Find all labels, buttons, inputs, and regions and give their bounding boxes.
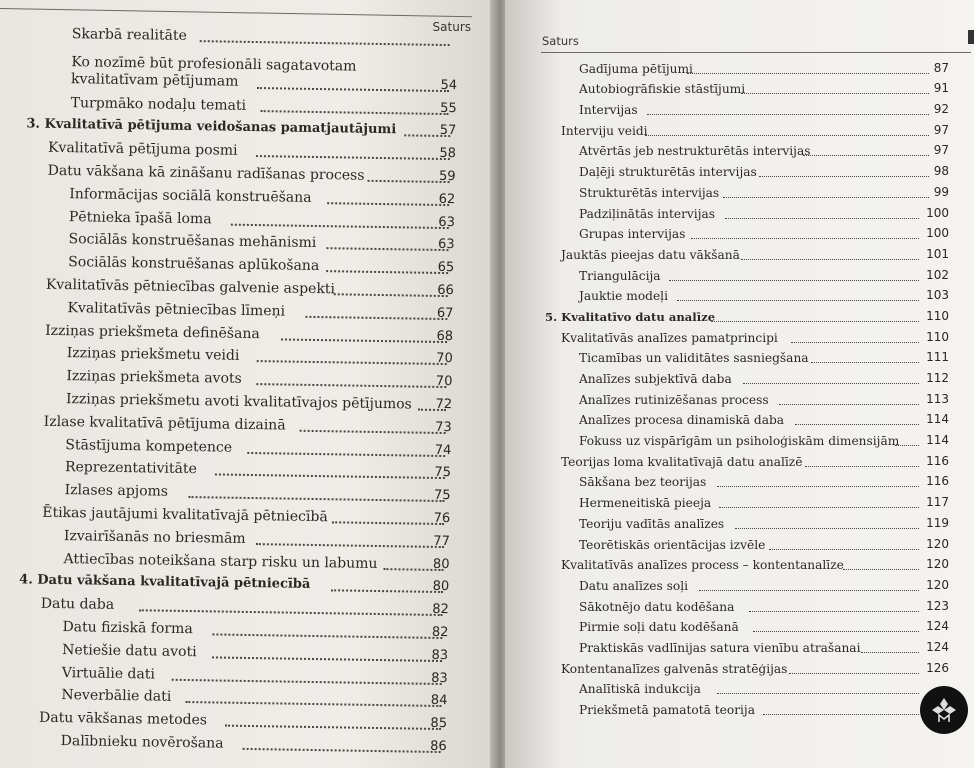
toc-entry-title: Analīzes rutinizēšanas process xyxy=(579,392,769,407)
toc-page-number: 123 xyxy=(926,598,949,613)
toc-entry-title: Sociālās konstruēšanas mehānismi xyxy=(68,231,317,252)
toc-entry-title: Izziņas priekšmeta definēšana xyxy=(45,322,260,342)
toc-page-number: 117 xyxy=(926,495,949,510)
toc-entry-title: Jauktās pieejas datu vākšanā xyxy=(561,247,740,262)
leader-dots xyxy=(327,202,449,206)
toc-entry-title: Fokuss uz vispārīgām un psiholoģiskām dimensijām xyxy=(579,434,900,449)
leader-dots xyxy=(687,73,929,74)
toc-page-number: 112 xyxy=(926,371,949,385)
toc-entry-title: Daļēji strukturētās intervijas xyxy=(579,165,757,180)
leader-dots xyxy=(326,248,448,252)
toc-entry-title: 5. Kvalitatīvo datu analīze xyxy=(545,309,716,324)
toc-page-number: 76 xyxy=(433,510,451,527)
toc-entry-title: Datu analīzes soļi xyxy=(579,578,688,593)
leader-dots xyxy=(368,180,450,183)
leader-dots xyxy=(769,549,919,550)
toc-page-number: 65 xyxy=(437,260,455,276)
leader-dots xyxy=(261,110,449,115)
toc-entry-title: Izziņas priekšmetu avoti kvalitatīvajos pētījumos xyxy=(65,391,412,413)
toc-page-number: 101 xyxy=(926,246,949,261)
toc-page-number: 114 xyxy=(926,433,949,448)
toc-page-number: 97 xyxy=(933,122,949,137)
toc-page-number: 124 xyxy=(926,619,949,634)
toc-entry xyxy=(505,141,955,162)
page-edge-mark xyxy=(968,30,974,44)
toc-entry-title: Kvalitatīvā pētījuma posmi xyxy=(47,139,238,159)
toc-entry xyxy=(505,451,955,472)
toc-entry xyxy=(505,368,955,389)
toc-entry-title: Stāstījuma kompetence xyxy=(65,436,233,456)
ornament-logo-icon xyxy=(920,686,968,734)
toc-page-number: 58 xyxy=(439,146,457,162)
toc-entry xyxy=(505,120,955,141)
toc-entry xyxy=(505,430,955,451)
toc-entry xyxy=(505,182,955,203)
toc-entry xyxy=(505,203,955,224)
toc-entry-title: Informācijas sociālā konstruēšana xyxy=(69,185,312,206)
leader-dots xyxy=(743,383,919,384)
toc-entry-title: Strukturētās intervijas xyxy=(579,185,720,200)
toc-entry xyxy=(505,472,955,493)
toc-page-number: 91 xyxy=(933,81,949,96)
toc-entry-title: Analītiskā indukcija xyxy=(579,682,701,697)
leader-dots xyxy=(735,528,919,529)
leader-dots xyxy=(791,342,919,343)
toc-page-number: 55 xyxy=(440,100,457,116)
toc-entry-title: Analīzes subjektīvā daba xyxy=(579,372,732,386)
toc-entry-title: Kvalitatīvās analīzes process – kontentanalīze xyxy=(561,558,844,573)
toc-entry-title: Kvalitatīvās pētniecības galvenie aspekti xyxy=(45,276,336,298)
toc-page-number: 66 xyxy=(437,282,454,299)
toc-page-number: 54 xyxy=(440,77,458,93)
toc-entry-title: Ko nozīmē būt profesionāli sagatavotam kvalitatīvam pētījumam xyxy=(70,53,357,90)
toc-entry-title: Virtuālie dati xyxy=(61,664,156,683)
leader-dots xyxy=(795,424,919,425)
toc-page-number: 83 xyxy=(431,647,449,663)
toc-page-number: 110 xyxy=(926,329,949,344)
ornament-logo-icon xyxy=(929,695,959,725)
toc-entry-title: 4. Datu vākšana kvalitatīvajā pētniecībā xyxy=(19,572,311,593)
toc-entry-title: Netiešie datu avoti xyxy=(62,641,197,660)
toc-entry-title: Reprezentativitāte xyxy=(64,459,197,478)
table-of-contents xyxy=(505,58,955,720)
leader-dots xyxy=(843,569,919,570)
leader-dots xyxy=(803,155,929,156)
toc-page-number: 59 xyxy=(438,168,456,185)
toc-entry-title: Izvairīšanās no briesmām xyxy=(63,527,246,547)
toc-entry-title: Datu vākšana kā zināšanu radīšanas process xyxy=(47,162,365,184)
leader-dots xyxy=(723,197,929,198)
toc-entry-title: Padziļinātās intervijas xyxy=(579,206,716,221)
toc-entry-title: Grupas intervijas xyxy=(579,227,686,242)
leader-dots xyxy=(225,725,441,730)
toc-page-number: 120 xyxy=(926,557,949,572)
leader-dots xyxy=(185,701,441,707)
toc-page-number: 100 xyxy=(926,226,949,241)
toc-page-number: 87 xyxy=(933,60,949,75)
toc-entry-title: Praktiskās vadlīnijas satura vienību atrašanai xyxy=(579,640,861,655)
toc-page-number: 111 xyxy=(926,350,949,365)
leader-dots xyxy=(717,693,919,694)
toc-page-number: 97 xyxy=(933,143,949,158)
toc-entry xyxy=(505,224,955,245)
toc-entry-title: Teoriju vadītās analīzes xyxy=(579,516,725,531)
toc-page-number: 67 xyxy=(436,305,454,321)
leader-dots xyxy=(763,714,919,715)
leader-dots xyxy=(243,748,441,753)
toc-page-number: 80 xyxy=(432,579,450,595)
toc-page-number: 77 xyxy=(433,533,451,549)
toc-entry xyxy=(505,596,955,617)
toc-page-number: 114 xyxy=(926,412,949,427)
leader-dots xyxy=(257,360,447,365)
toc-entry xyxy=(505,327,955,348)
toc-entry-title: Dalībnieku novērošana xyxy=(60,732,224,752)
toc-page-number: 116 xyxy=(926,474,949,489)
leader-dots xyxy=(711,321,919,322)
toc-entry-title: Izlase kvalitatīvā pētījuma dizainā xyxy=(43,413,286,434)
leader-dots xyxy=(753,631,919,632)
toc-entry xyxy=(505,58,955,79)
leader-dots xyxy=(749,611,919,612)
toc-entry xyxy=(505,161,955,182)
leader-dots xyxy=(699,590,919,591)
toc-page-number: 84 xyxy=(430,693,448,709)
toc-entry-title: Datu daba xyxy=(40,595,115,613)
toc-page-number: 85 xyxy=(430,715,448,732)
toc-entry xyxy=(505,389,955,410)
toc-entry-title: Izziņas priekšmetu veidi xyxy=(66,345,240,365)
toc-entry-title: Pētnieka īpašā loma xyxy=(68,208,212,227)
leader-dots xyxy=(647,114,929,115)
toc-entry-title: Turpmāko nodaļu temati xyxy=(70,94,247,114)
toc-page-number: 75 xyxy=(434,465,452,481)
leader-dots xyxy=(805,466,919,467)
leader-dots xyxy=(334,293,448,297)
toc-entry-title: 3. Kvalitatīvā pētījuma veidošanas pamatjautājumi xyxy=(26,116,397,138)
leader-dots xyxy=(741,259,919,260)
toc-entry-title: Hermeneitiskā pieeja xyxy=(579,496,712,511)
toc-page-number: 124 xyxy=(926,639,949,654)
header-rule xyxy=(541,52,971,53)
toc-page-number: 82 xyxy=(432,601,449,618)
toc-page-number: 120 xyxy=(926,536,949,551)
leader-dots xyxy=(212,633,442,639)
toc-page-number: 73 xyxy=(435,419,452,435)
toc-entry-title: Analīzes procesa dinamiskā daba xyxy=(579,413,785,428)
toc-page-number: 83 xyxy=(431,670,448,686)
toc-entry-title: Priekšmetā pamatotā teorija xyxy=(579,703,755,717)
toc-entry-title: Sākšana bez teorijas xyxy=(579,475,707,490)
toc-page-number: 103 xyxy=(926,288,949,303)
toc-entry-title: Ticamības un validitātes sasniegšana xyxy=(579,351,809,366)
toc-entry-title: Jauktie modeļi xyxy=(579,289,668,304)
toc-entry-title: Triangulācija xyxy=(579,268,661,283)
toc-page-number: 63 xyxy=(437,237,455,253)
toc-page-number: 126 xyxy=(926,660,949,675)
toc-entry-title: Datu fiziskā forma xyxy=(62,618,193,638)
leader-dots xyxy=(212,656,442,662)
toc-entry-title: Izlases apjoms xyxy=(64,482,169,500)
leader-dots xyxy=(256,543,444,548)
toc-entry xyxy=(505,617,955,638)
toc-page-number: 57 xyxy=(439,123,457,139)
leader-dots xyxy=(719,507,919,508)
leader-dots xyxy=(200,40,450,46)
header-rule xyxy=(0,8,472,17)
toc-entry xyxy=(505,306,955,327)
toc-page-number: 120 xyxy=(926,577,949,592)
toc-entry-title: Skarbā realitāte xyxy=(71,25,187,44)
toc-entry-title: Intervijas xyxy=(579,103,638,118)
toc-entry xyxy=(505,348,955,369)
toc-entry-title: Interviju veidi xyxy=(561,123,648,138)
toc-entry xyxy=(505,79,955,100)
leader-dots xyxy=(281,338,447,343)
toc-entry xyxy=(505,492,955,513)
leader-dots xyxy=(759,176,929,177)
toc-entry-title: Izziņas priekšmeta avots xyxy=(66,368,242,387)
toc-page-number: 92 xyxy=(933,102,949,117)
toc-page-number: 80 xyxy=(432,556,450,572)
toc-page-number: 110 xyxy=(926,308,949,323)
toc-entry xyxy=(505,555,955,576)
leader-dots xyxy=(331,590,443,594)
toc-entry xyxy=(505,265,955,286)
leader-dots xyxy=(215,474,445,480)
toc-entry-title: Pirmie soļi datu kodēšanā xyxy=(579,620,739,635)
leader-dots xyxy=(779,404,919,405)
toc-page-number: 100 xyxy=(926,205,949,220)
leader-dots xyxy=(231,223,449,228)
toc-page-number: 86 xyxy=(430,738,447,755)
table-of-contents xyxy=(0,22,478,759)
running-header: Saturs xyxy=(542,34,579,48)
leader-dots xyxy=(895,445,919,446)
running-header: Saturs xyxy=(432,20,471,34)
toc-page-number: 102 xyxy=(926,267,949,282)
toc-entry-title: Datu vākšanas metodes xyxy=(38,709,208,729)
toc-page-number: 113 xyxy=(926,391,949,406)
toc-entry-title: Autobiogrāfiskie stāstījumi xyxy=(579,82,746,97)
toc-page-number: 98 xyxy=(933,164,949,179)
toc-entry xyxy=(505,513,955,534)
toc-entry-title: Atvērtās jeb nestrukturētās intervijas xyxy=(579,144,811,159)
leader-dots xyxy=(811,362,919,363)
toc-entry xyxy=(505,99,955,120)
leader-dots xyxy=(677,300,919,301)
toc-entry xyxy=(0,45,478,99)
toc-entry xyxy=(505,534,955,555)
toc-entry xyxy=(505,244,955,265)
toc-entry xyxy=(505,699,955,720)
toc-page-number: 119 xyxy=(926,515,949,530)
toc-entry xyxy=(505,410,955,431)
toc-entry-title: Attiecības noteikšana starp risku un labumu xyxy=(63,550,378,572)
toc-page-number: 72 xyxy=(435,396,453,413)
toc-entry-title: Teorētiskās orientācijas izvēle xyxy=(579,537,766,552)
toc-entry xyxy=(505,658,955,679)
leader-dots xyxy=(300,430,446,434)
leader-dots xyxy=(669,280,919,281)
leader-dots xyxy=(741,93,929,94)
toc-page-number: 75 xyxy=(433,488,451,504)
toc-entry-title: Kvalitatīvās pētniecības līmeņi xyxy=(67,299,286,320)
toc-page-number: 63 xyxy=(438,214,456,230)
leader-dots xyxy=(256,155,450,160)
leader-dots xyxy=(189,496,445,502)
leader-dots xyxy=(256,383,446,388)
leader-dots xyxy=(645,135,929,136)
leader-dots xyxy=(861,652,919,653)
toc-entry xyxy=(505,637,955,658)
toc-entry-title: Neverbālie dati xyxy=(61,687,172,706)
leader-dots xyxy=(725,218,919,219)
leader-dots xyxy=(691,238,919,239)
toc-entry xyxy=(505,286,955,307)
toc-entry xyxy=(505,679,955,700)
toc-entry-title: Ētikas jautājumi kvalitatīvajā pētniecībā xyxy=(42,504,328,526)
toc-page-number: 82 xyxy=(431,624,449,641)
toc-entry-title: Sociālās konstruēšanas aplūkošana xyxy=(68,254,320,275)
toc-entry-title: Kontentanalīzes galvenās stratēģijas xyxy=(561,661,788,676)
toc-page-number: 116 xyxy=(926,453,949,468)
toc-page-number: 74 xyxy=(434,442,452,458)
leader-dots xyxy=(789,673,919,674)
toc-page-number: 62 xyxy=(438,191,456,207)
toc-page-number: 70 xyxy=(435,374,453,390)
right-page xyxy=(505,0,974,768)
toc-page-number: 70 xyxy=(436,351,453,367)
leader-dots xyxy=(139,609,443,616)
toc-entry xyxy=(505,575,955,596)
toc-entry-title: Teorijas loma kvalitatīvajā datu analīzē xyxy=(561,454,803,469)
toc-page-number: 68 xyxy=(436,328,454,344)
toc-entry-title: Kvalitatīvās analīzes pamatprincipi xyxy=(561,330,778,345)
leader-dots xyxy=(247,451,445,456)
leader-dots xyxy=(326,270,448,274)
leader-dots xyxy=(172,678,442,684)
leader-dots xyxy=(305,316,447,320)
toc-entry-title: Sākotnējo datu kodēšana xyxy=(579,599,735,614)
leader-dots xyxy=(717,486,919,487)
leader-dots xyxy=(332,521,444,525)
toc-entry-title: Gadījuma pētījumi xyxy=(579,61,693,76)
toc-page-number: 99 xyxy=(933,184,949,199)
